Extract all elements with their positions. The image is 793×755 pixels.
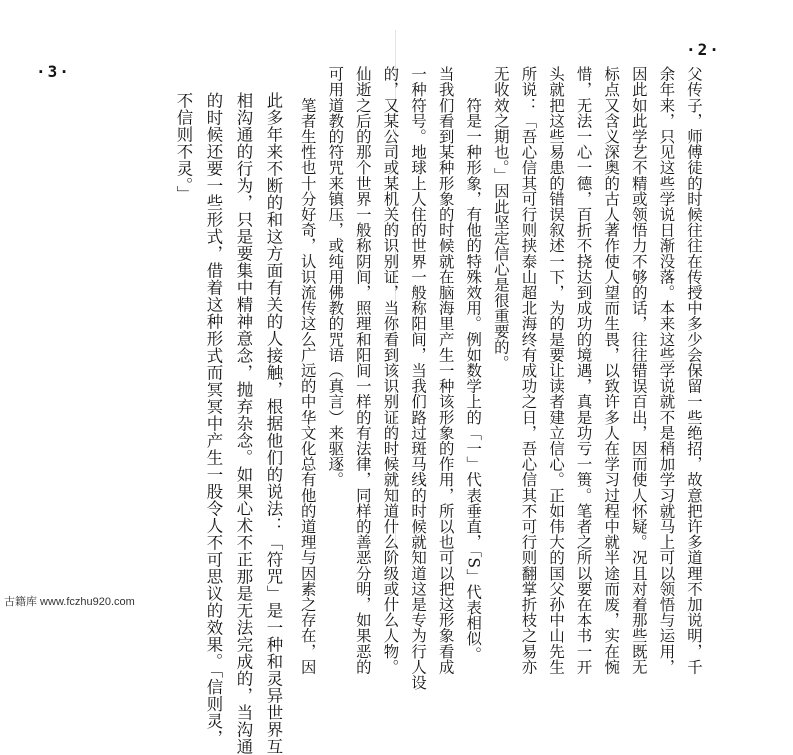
right-page — [298, 0, 793, 690]
body-text: 此多年来不断的和这方面有关的人接触，根据他们的说法：「符咒」是一种和灵异世界互 相沟通的行为，只是要集中精神意念，抛弃杂念。如果心术不正那是无法完成的，当沟通 的时候还要一些形式，借着这种形式而冥冥中产生一股令人不可思议的效果。「信则灵， 不信则不灵。」 — [174, 92, 283, 755]
page-number: ·2· — [686, 40, 721, 59]
source-watermark: 古籍库 www.fczhu920.com — [4, 596, 135, 608]
body-text: 父传子，师傅徒的时候往往在传授中多少会保留一些绝招，故意把许多道理不加说明，千 余年来，只见这些学说日渐没落。本来这些学说就不是稍加学习就马上可以领悟与运用， 因此如此学艺不精或领悟力不够的话，往往错误百出，因而使人怀疑。况且对着那些既无 标点又含义深奥的古人著作使人望而生畏，以致许多人在学习过程中就半途而废，实在惋 惜，无法一心一德，百折不挠达到成功的境遇，真是功亏一篑。笔者之所以要在本书一开 头就把这些易患的错误叙述一下，为的是要让读者建立信心。正如伟大的国父孙中山先生 所说：「吾心信其可行则挟泰山超北海终有成功之日，吾心信其不可行则翻掌折枝之易亦 无收效之期也。」因此坚定信心是很重要的。 符是一种形象，有他的特殊效用。例如数学上的「一」代表垂直，「S」代表相似。 当我们看到某种形象的时候就在脑海里产生一种该形象的作用，所以也可以把这形象看成 一种符号。地球上人住的世界一般称阳间，当我们路过斑马线的时候就知道这是专为行人设 的，又某公司或某机关的识别证，当你看到该识别证的时候就知道什么阶级或什么人物。 仙逝之后的那个世界一般称阴间，照理和阳间一样的有法律，同样的善恶分明，如果恶的 可用道教的符咒来镇压，或纯用佛教的咒语（真言）来驱逐。 笔者生性也十分好奇，认识流传这么广远的中华文化总有他的道理与因素之存在，因 — [298, 66, 703, 690]
page-number: ·3· — [36, 62, 71, 81]
